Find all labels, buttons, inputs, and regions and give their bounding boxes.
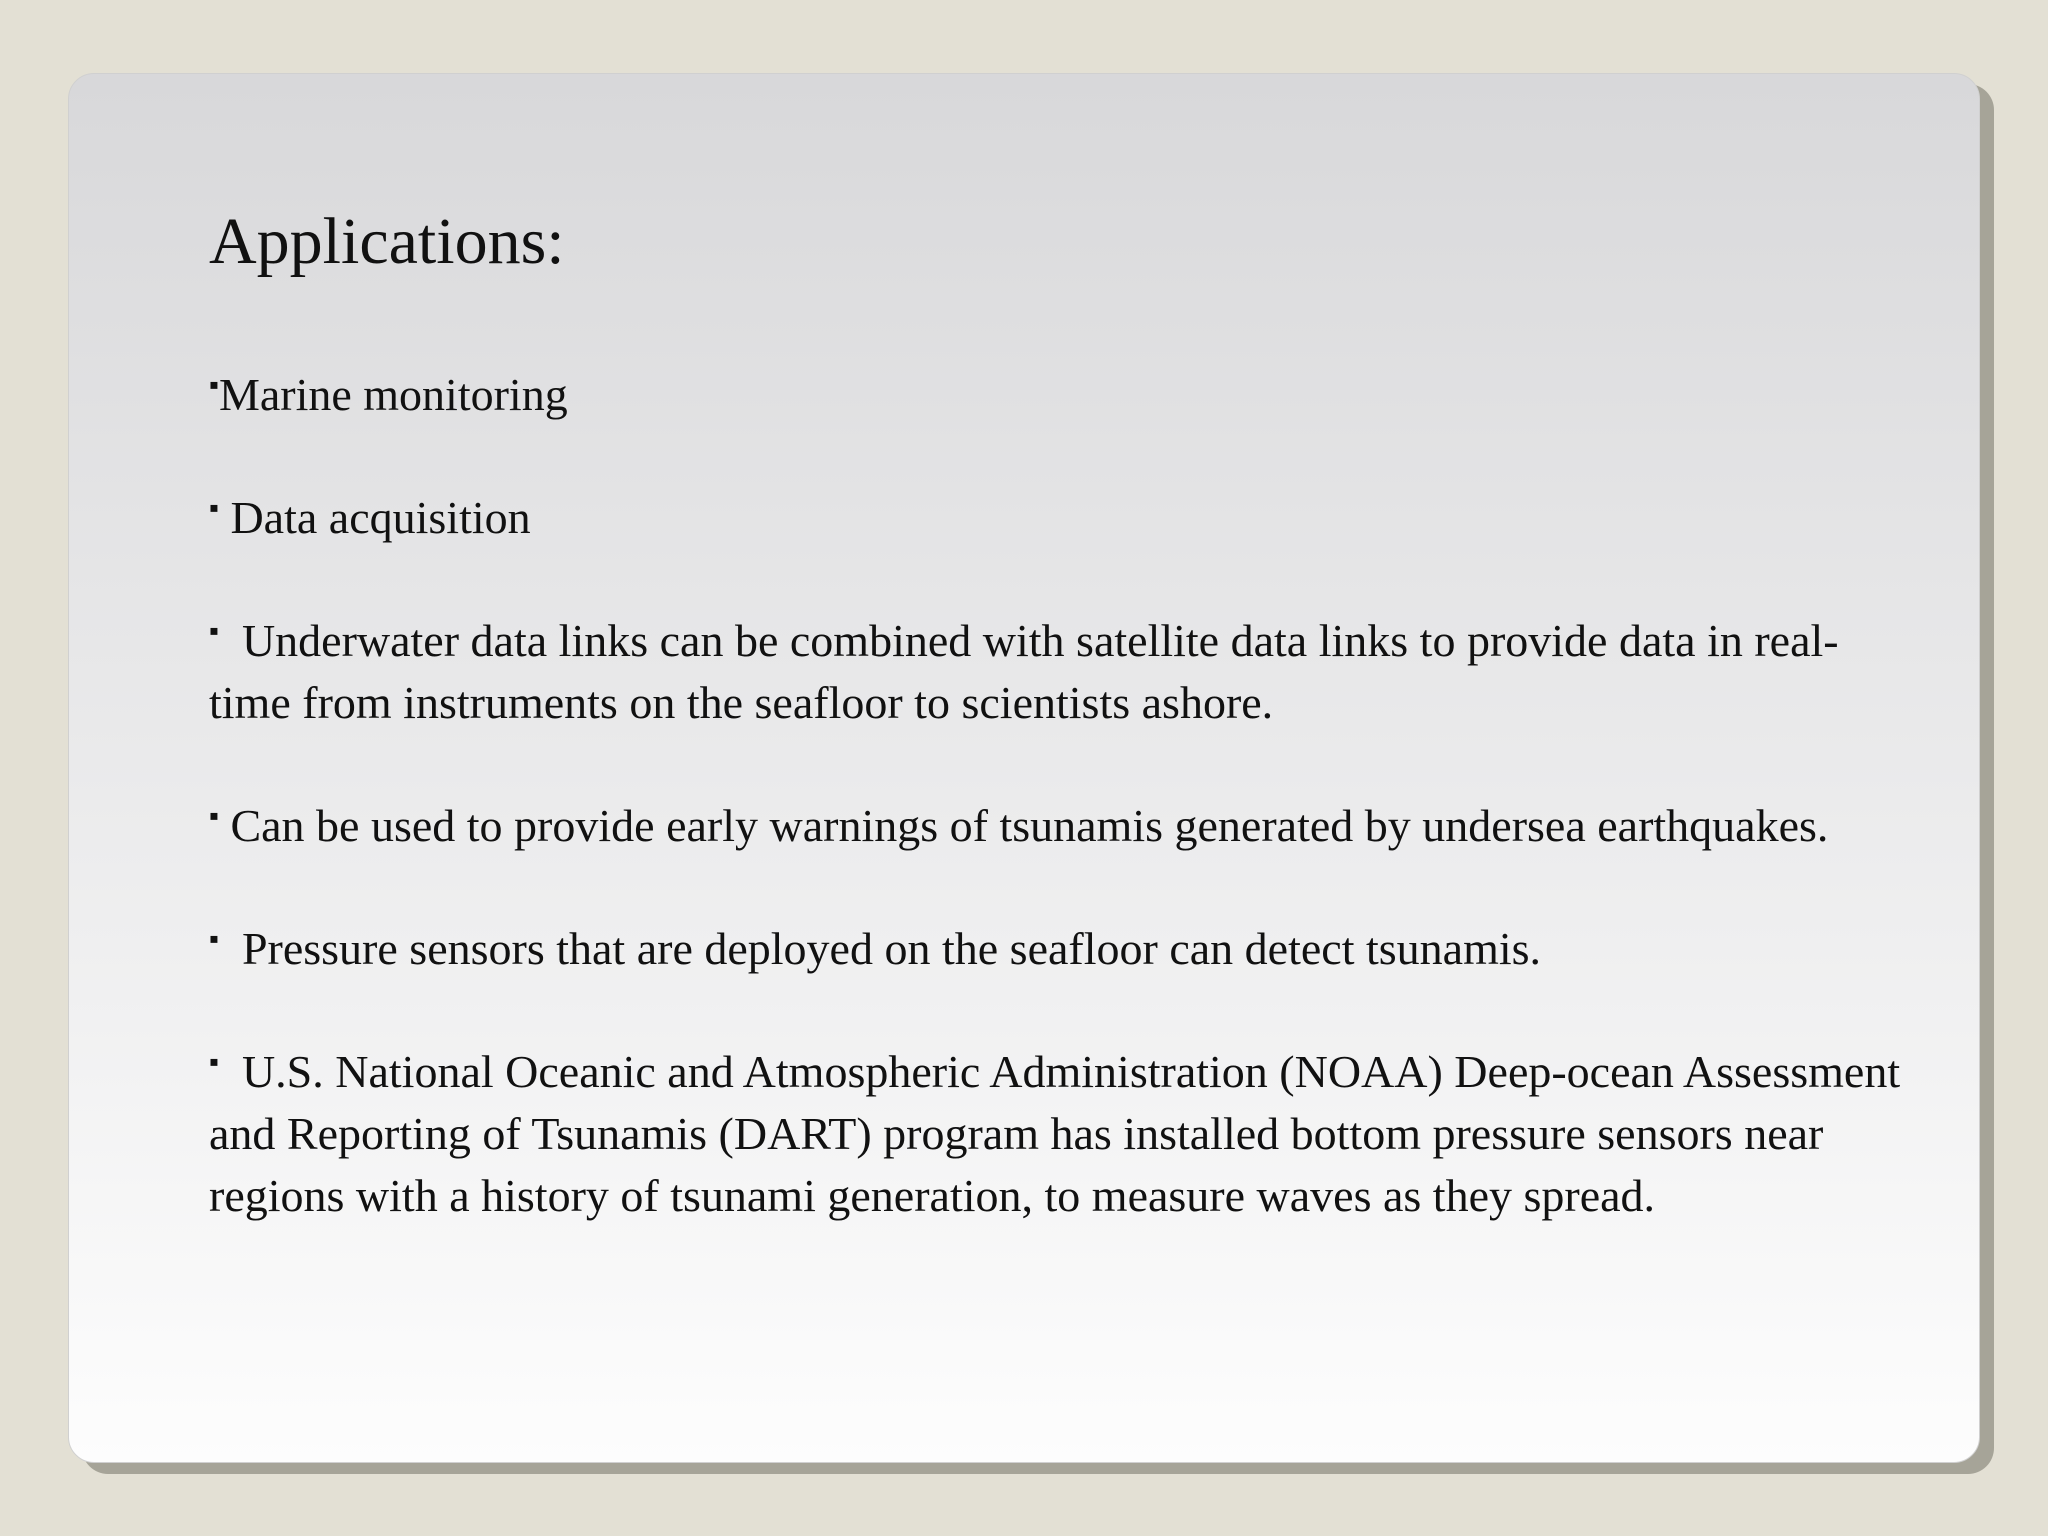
bullet-text: Can be used to provide early warnings of tsunamis generated by undersea earthquakes. [230,800,1829,851]
bullet-item-underwater-data-links [209,610,1909,734]
square-bullet-icon: ▪ [209,924,219,955]
bullet-text: U.S. National Oceanic and Atmospheric Administration (NOAA) Deep-ocean Assessment and Reporting of Tsunamis (DART) program has installed bottom pressure sensors near regions with a history of tsunami generation, to measure waves as they spread. [209,1046,1912,1221]
bullet-text: Data acquisition [230,492,531,543]
bullet-gap [219,923,242,974]
bullet-item-data-acquisition [209,487,1909,549]
bullet-gap [219,1046,242,1097]
bullet-gap [219,615,242,666]
bullet-gap [219,492,231,543]
bullet-item-noaa-dart [209,1041,1912,1227]
square-bullet-icon: ▪ [209,493,219,524]
square-bullet-icon: ▪ [209,1047,219,1078]
bullet-text: Underwater data links can be combined with satellite data links to provide data in real-time from instruments on the seafloor to scientists ashore. [209,615,1839,728]
square-bullet-icon: ▪ [209,616,219,647]
bullet-item-pressure-sensors [209,918,1909,980]
bullet-item-tsunami-warnings [209,795,1909,857]
square-bullet-icon: ▪ [209,801,219,832]
bullet-text: Marine monitoring [218,369,568,420]
square-bullet-icon: ▪ [209,370,219,401]
slide-title: Applications: [209,205,565,278]
bullet-gap [219,800,231,851]
bullet-item-marine-monitoring [209,364,1909,426]
slide [68,73,1980,1463]
bullet-text: Pressure sensors that are deployed on the seafloor can detect tsunamis. [241,923,1542,974]
bullet-list [209,364,1912,1288]
